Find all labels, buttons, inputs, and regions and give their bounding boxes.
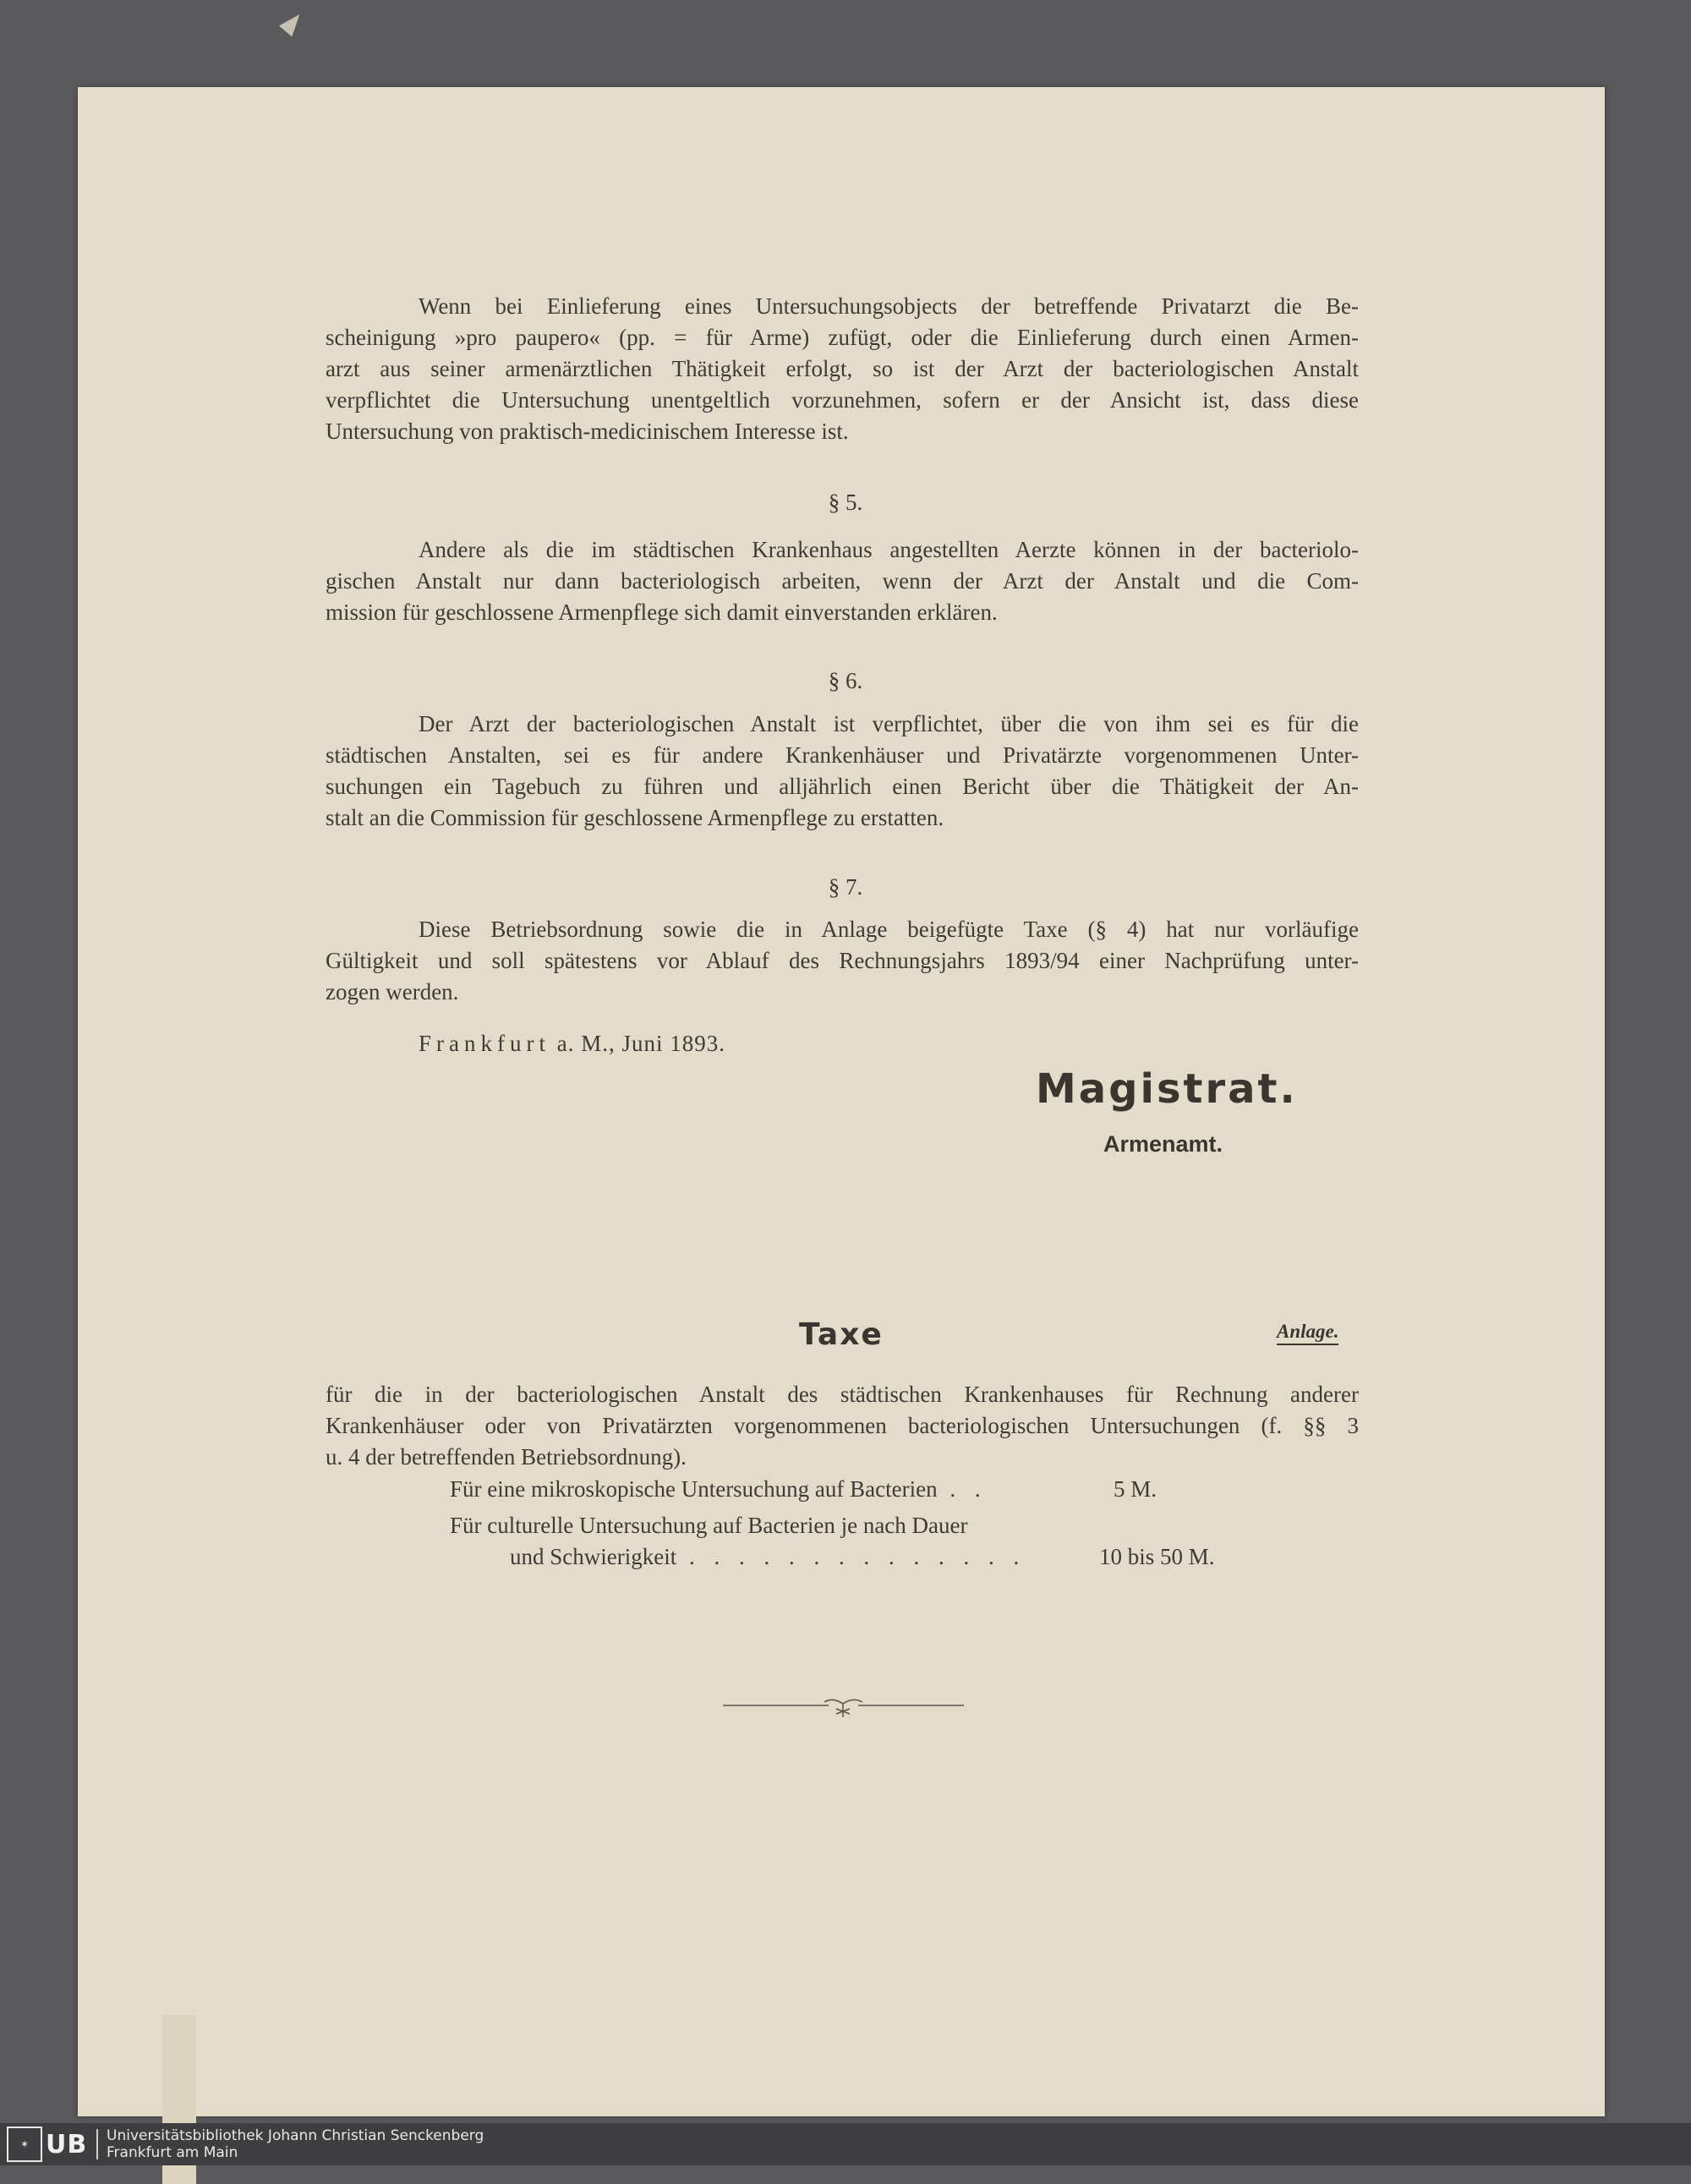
intro-line: Untersuchung von praktisch-medicinischem Interesse ist. (326, 419, 849, 444)
library-logo (7, 2127, 87, 2162)
section-7-paragraph (326, 914, 1359, 1008)
divider-ornament (723, 1694, 964, 1719)
section-6-line: stalt an die Commission für geschlossene Armenpflege zu erstatten. (326, 805, 944, 830)
intro-line: scheinigung »pro paupero« (pp. = für Arme) zufügt, oder die Einlieferung durch einen Armen- (326, 325, 1359, 350)
fee-price: 5 M. (1114, 1476, 1157, 1502)
logo-emblem-icon: ✶ (7, 2127, 42, 2162)
taxe-paragraph (326, 1379, 1359, 1473)
section-5-heading: § 5. (828, 490, 863, 515)
fee-price: 10 bis 50 M. (1099, 1544, 1215, 1569)
footer-divider (96, 2129, 98, 2159)
footer-text (107, 2127, 484, 2161)
taxe-line: Krankenhäuser oder von Privatärzten vorgenommenen bacteriologischen Untersuchungen (f. §§ 3 (326, 1413, 1359, 1438)
taxe-title: Taxe (799, 1317, 884, 1352)
fee-row-culture-label: Für culturelle Untersuchung auf Bacterien je nach Dauer (450, 1513, 968, 1538)
date-line (419, 1031, 725, 1057)
library-footer (0, 2123, 1691, 2165)
section-6-line: suchungen ein Tagebuch zu führen und alljährlich einen Bericht über die Thätigkeit der An- (326, 774, 1359, 799)
footer-line-1: Universitätsbibliothek Johann Christian Senckenberg (107, 2127, 484, 2144)
fee-label: und Schwierigkeit (510, 1544, 677, 1569)
signature-authority: Magistrat. (1036, 1065, 1298, 1113)
annex-label: Anlage. (1277, 1321, 1338, 1345)
section-7-line: Diese Betriebsordnung sowie die in Anlage beigefügte Taxe (§ 4) hat nur vorläufige (419, 917, 1359, 942)
taxe-line: u. 4 der betreffenden Betriebsordnung). (326, 1444, 687, 1470)
section-7-line: zogen werden. (326, 979, 459, 1004)
section-5-line: Andere als die im städtischen Krankenhaus angestellten Aerzte können in der bacteriolo- (419, 537, 1359, 562)
section-6-line: städtischen Anstalten, sei es für andere Krankenhäuser und Privatärzte vorgenommenen Unter- (326, 742, 1359, 768)
corner-mark (279, 9, 306, 37)
section-6-heading: § 6. (828, 668, 863, 693)
intro-line: Wenn bei Einlieferung eines Untersuchungsobjects der betreffende Privatarzt die Be- (419, 293, 1359, 319)
fee-dots: . . (937, 1476, 988, 1502)
intro-line: verpflichtet die Untersuchung unentgeltlich vorzunehmen, sofern er der Ansicht ist, dass diese (326, 387, 1359, 413)
fee-label: Für eine mikroskopische Untersuchung auf Bacterien (450, 1476, 938, 1502)
footer-line-2: Frankfurt am Main (107, 2144, 238, 2161)
intro-paragraph (326, 291, 1359, 447)
section-7-heading: § 7. (828, 874, 863, 900)
taxe-line: für die in der bacteriologischen Anstalt des städtischen Krankenhauses für Rechnung anderer (326, 1382, 1359, 1407)
logo-text: UB (46, 2129, 88, 2159)
signature-office: Armenamt. (1103, 1131, 1223, 1157)
section-5-line: gischen Anstalt nur dann bacteriologisch arbeiten, wenn der Arzt der Anstalt und die Com- (326, 568, 1359, 594)
fee-row-microscopic (450, 1476, 1157, 1503)
section-5-line: mission für geschlossene Armenpflege sich damit einverstanden erklären. (326, 599, 998, 625)
fee-row-culture (510, 1544, 1215, 1570)
section-5-paragraph (326, 534, 1359, 628)
section-7-line: Gültigkeit und soll spätestens vor Ablauf des Rechnungsjahrs 1893/94 einer Nachprüfung unter- (326, 948, 1359, 973)
section-6-line: Der Arzt der bacteriologischen Anstalt ist verpflichtet, über die von ihm sei es für die (419, 711, 1359, 736)
fee-dots: . . . . . . . . . . . . . . (676, 1544, 1026, 1569)
date-rest: a. M., Juni 1893. (550, 1031, 725, 1056)
date-place: Frankfurt (419, 1031, 550, 1056)
intro-line: arzt aus seiner armenärztlichen Thätigkeit erfolgt, so ist der Arzt der bacteriologischen Anstalt (326, 356, 1359, 381)
section-6-paragraph (326, 709, 1359, 834)
